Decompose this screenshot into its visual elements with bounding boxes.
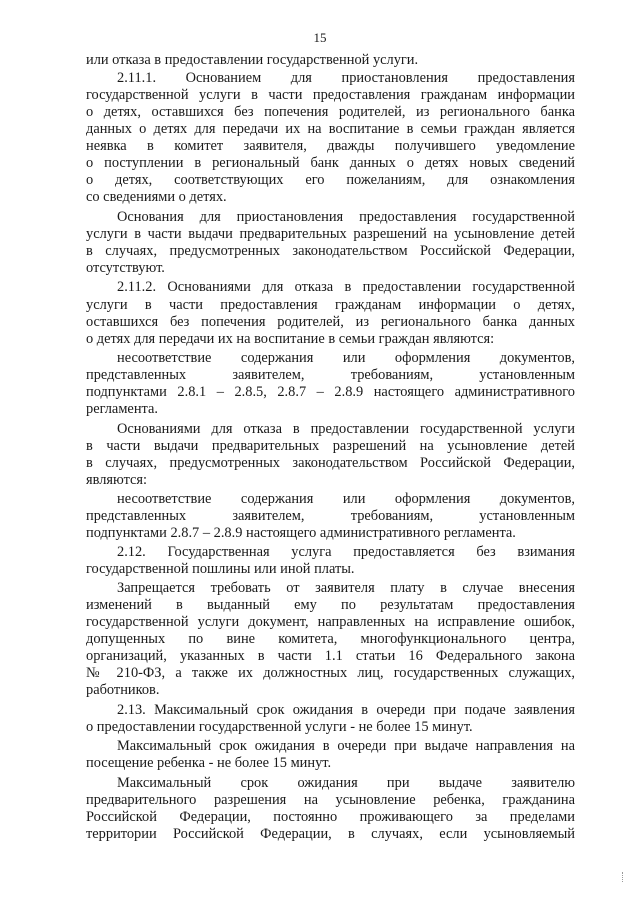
text-line: или отказа в предоставлении государственной услуги. <box>86 52 419 68</box>
text-line: Запрещается требовать от заявителя плату в случае внесения <box>117 580 575 596</box>
text-line: в части выдачи предварительных разрешений на усыновление детей <box>86 438 575 454</box>
text-line: в случаях, предусмотренных законодательством Российской Федерации, <box>86 455 575 471</box>
text-line: 2.12. Государственная услуга предоставляется без взимания <box>117 544 575 560</box>
text-line: 2.11.1. Основанием для приостановления предоставления <box>117 70 575 86</box>
scan-mark <box>622 872 626 882</box>
text-line: предварительного разрешения на усыновление ребенка, гражданина <box>86 792 575 808</box>
text-line: подпунктами 2.8.1 – 2.8.5, 2.8.7 – 2.8.9 настоящего административного <box>86 384 575 400</box>
text-line: Российской Федерации, постоянно проживающего за пределами <box>86 809 575 825</box>
text-line: в случаях, предусмотренных законодательством Российской Федерации, <box>86 243 575 259</box>
text-line: 2.13. Максимальный срок ожидания в очереди при подаче заявления <box>117 702 575 718</box>
text-line: Максимальный срок ожидания в очереди при выдаче направления на <box>117 738 575 754</box>
text-line: территории Российской Федерации, в случаях, если усыновляемый <box>86 826 575 842</box>
text-line: о детях, соответствующих его пожеланиям, для ознакомления <box>86 172 575 188</box>
text-line: оставшихся без попечения родителей, из регионального банка данных <box>86 314 575 330</box>
text-line: изменений в выданный ему по результатам предоставления <box>86 597 575 613</box>
text-line: несоответствие содержания или оформления документов, <box>117 491 575 507</box>
text-line: государственной пошлины или иной платы. <box>86 561 355 577</box>
text-line: подпунктами 2.8.7 – 2.8.9 настоящего административного регламента. <box>86 525 516 541</box>
text-line: Основания для приостановления предоставления государственной <box>117 209 575 225</box>
text-line: регламента. <box>86 401 158 417</box>
text-line: неявка в комитет заявителя, дважды получившего уведомление <box>86 138 575 154</box>
text-line: со сведениями о детях. <box>86 189 227 205</box>
text-line: являются: <box>86 472 148 488</box>
text-line: о предоставлении государственной услуги - не более 15 минут. <box>86 719 473 735</box>
text-line: Основаниями для отказа в предоставлении государственной услуги <box>117 421 575 437</box>
text-line: представленных заявителем, требованиям, установленным <box>86 367 575 383</box>
text-line: № 210-ФЗ, а также их должностных лиц, государственных служащих, <box>86 665 575 681</box>
text-line: посещение ребенка - не более 15 минут. <box>86 755 332 771</box>
text-line: государственной услуги в части предоставления гражданам информации <box>86 87 575 103</box>
text-line: организаций, указанных в части 1.1 статьи 16 Федерального закона <box>86 648 575 664</box>
text-line: допущенных по вине комитета, многофункционального центра, <box>86 631 575 647</box>
text-line: о детях для передачи их на воспитание в семьи граждан являются: <box>86 331 495 347</box>
text-line: услуги в части предоставления гражданам информации о детях, <box>86 297 575 313</box>
text-line: работников. <box>86 682 160 698</box>
text-line: государственной услуги документ, направленных на исправление ошибок, <box>86 614 575 630</box>
page-number: 15 <box>313 30 327 45</box>
text-line: несоответствие содержания или оформления документов, <box>117 350 575 366</box>
text-line: о детях, оставшихся без попечения родителей, из регионального банка <box>86 104 575 120</box>
text-line: услуги в части выдачи предварительных разрешений на усыновление детей <box>86 226 575 242</box>
text-line: 2.11.2. Основаниями для отказа в предоставлении государственной <box>117 279 575 295</box>
text-line: представленных заявителем, требованиям, установленным <box>86 508 575 524</box>
text-line: отсутствуют. <box>86 260 165 276</box>
text-line: данных о детях для передачи их на воспитание в семьи граждан является <box>86 121 575 137</box>
text-line: о поступлении в региональный банк данных о детях новых сведений <box>86 155 575 171</box>
text-line: Максимальный срок ожидания при выдаче заявителю <box>117 775 575 791</box>
